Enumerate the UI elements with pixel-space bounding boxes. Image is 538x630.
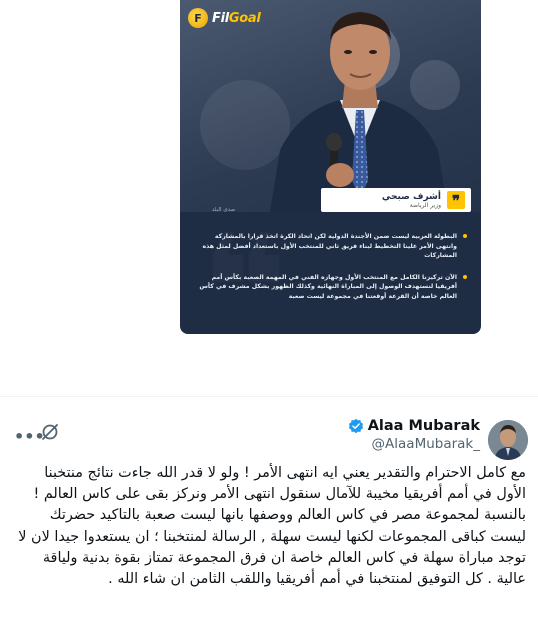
quote-bullet: البطولة العربية ليست ضمن الأجندة الدولية لكن اتحاد الكرة اتخذ قرارا بالمشاركة وانتهى الأمر علينا التخطيط لبناء فريق ثاني للمنتخب الأول باستعداد أفضل لمثل هذه المشاركات [194,232,467,261]
speaker-caption [321,188,471,212]
more-icon[interactable]: ••• [14,427,45,446]
avatar-image [488,420,528,460]
minister-portrait [180,0,481,212]
author-handle[interactable]: @AlaaMubarak_ [371,436,480,452]
tweet-image[interactable] [180,0,481,334]
speaker-role: وزير الرياضة [409,201,441,209]
tweet-text: مع كامل الاحترام والتقدير يعني ايه انتهى الأمر ! ولو لا قدر الله جاءت نتائج منتخبنا الأول في أمم أفريقيا مخيبة للآمال سنقول انتهى الأمر ونركز بقى على كاس العالم ! بالنسبة لمجموعة مصر في كاس العالم ووصفها بانها ليست صعبة بالتاكيد حضرتك ليست كباقى المجموعات لكنها ليست سهلة , الرسالة لمنتخبنا ؛ ان يستعدوا جيدا لان لا توجد مباراة سهلة في كاس العالم خاصة ان فرق المجموعة تمتاز بقوة بدنية ولياقة عالية . كل التوفيق لمنتخبنا في أمم أفريقيا واللقب الثامن ان شاء الله . [18,465,526,588]
speaker-name: أشرف صبحي [381,191,441,202]
quote-icon: ❞ [447,191,465,209]
source-label: صدى البلد [212,207,236,213]
filgoal-logo-text: FilGoal [212,10,261,26]
grok-icon[interactable] [40,422,60,442]
quote-bullet: الآن تركيزنا الكامل مع المنتخب الأول وجهازه الفني في المهمة الصعبة بكأس أمم أفريقيا لنستهدف الوصول إلى المباراة النهائية وكذلك الظهور بشكل مشرف في كأس العالم خاصة أن القرعة أوقعتنا في مجموعة ليست صعبة [194,273,467,302]
photo-area [180,0,481,212]
divider [0,396,538,397]
filgoal-logo-icon: F [188,8,208,28]
avatar[interactable] [488,420,528,460]
author-info[interactable] [348,418,480,452]
filgoal-logo [188,6,261,30]
quote-bullets [194,232,467,314]
verified-badge-icon [348,418,364,434]
author-name[interactable]: Alaa Mubarak [367,418,480,434]
